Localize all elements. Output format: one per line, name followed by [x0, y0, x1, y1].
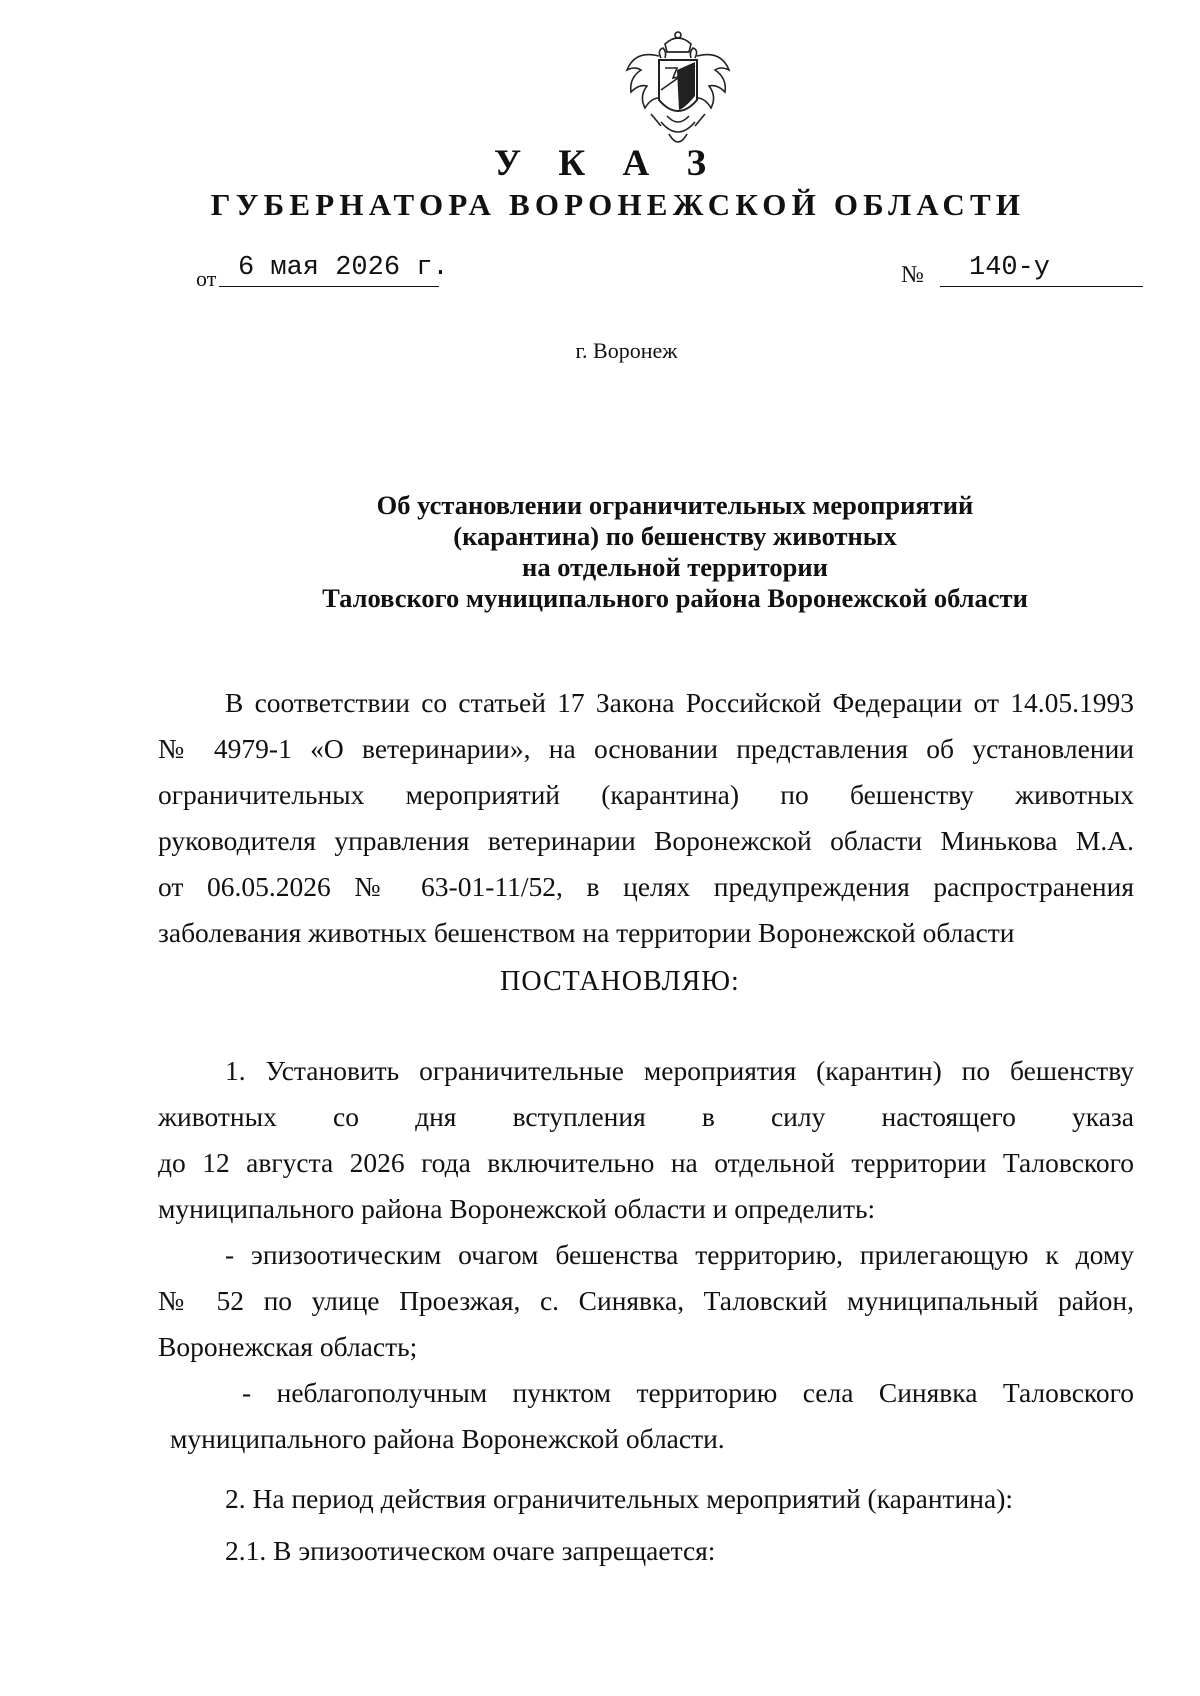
clause-line: Воронежская область;	[158, 1331, 418, 1362]
number-underline	[940, 286, 1143, 287]
clause-line: 2.1. В эпизоотическом очаге запрещается:	[225, 1535, 716, 1566]
document-date: 6 мая 2026 г.	[238, 253, 449, 283]
preamble-line: от 06.05.2026 № 63-01-11/52, в целях предупреждения распространения	[158, 871, 1134, 902]
city: г. Воронеж	[575, 338, 678, 363]
clause-line: 2. На период действия ограничительных мероприятий (карантина):	[225, 1483, 1013, 1514]
clause-2-1	[158, 1528, 1134, 1574]
preamble-line: ограничительных мероприятий (карантина) по бешенству животных	[158, 779, 1134, 810]
preamble-line: руководителя управления ветеринарии Воронежской области Минькова М.А.	[158, 825, 1134, 856]
subject-line: Об установлении ограничительных мероприятий	[376, 490, 974, 520]
preamble-line: В соответствии со статьей 17 Закона Российской Федерации от 14.05.1993	[225, 687, 1134, 718]
clause-line: 1. Установить ограничительные мероприятия (карантин) по бешенству	[225, 1055, 1134, 1086]
subject-line: на отдельной территории	[522, 552, 828, 582]
document-title: У К А З	[494, 143, 720, 184]
subject-line: Таловского муниципального района Воронежской области	[322, 583, 1028, 613]
coat-of-arms-icon	[621, 30, 735, 154]
date-underline	[219, 286, 439, 287]
clause-line: - эпизоотическим очагом бешенства территорию, прилегающую к дому	[225, 1239, 1134, 1270]
clause-line: муниципального района Воронежской области.	[170, 1423, 725, 1454]
clause-line: до 12 августа 2026 года включительно на отдельной территории Таловского	[158, 1147, 1134, 1178]
preamble-line: заболевания животных бешенством на территории Воронежской области	[158, 917, 1015, 948]
subject-line: (карантина) по бешенству животных	[453, 521, 897, 551]
decree-word: ПОСТАНОВЛЯЮ:	[500, 966, 740, 997]
clause-line: животных со дня вступления в силу настоящего указа	[158, 1101, 1134, 1132]
date-prefix: от	[196, 266, 217, 291]
clause-line: - неблагополучным пунктом территорию села Синявка Таловского	[242, 1377, 1134, 1408]
clause-1-focus	[158, 1232, 1134, 1370]
document-subtitle: ГУБЕРНАТОРА ВОРОНЕЖСКОЙ ОБЛАСТИ	[210, 187, 1026, 222]
preamble-line: № 4979-1 «О ветеринарии», на основании представления об установлении	[158, 733, 1134, 764]
document-subject	[200, 490, 1100, 614]
clause-line: № 52 по улице Проезжая, с. Синявка, Таловский муниципальный район,	[158, 1285, 1134, 1316]
number-prefix: №	[901, 262, 924, 288]
clause-1	[158, 1048, 1134, 1232]
preamble	[158, 680, 1134, 956]
clause-line: муниципального района Воронежской области и определить:	[158, 1193, 876, 1224]
document-number: 140-у	[969, 253, 1051, 283]
clause-1-area	[170, 1370, 1134, 1462]
clause-2	[158, 1476, 1134, 1522]
